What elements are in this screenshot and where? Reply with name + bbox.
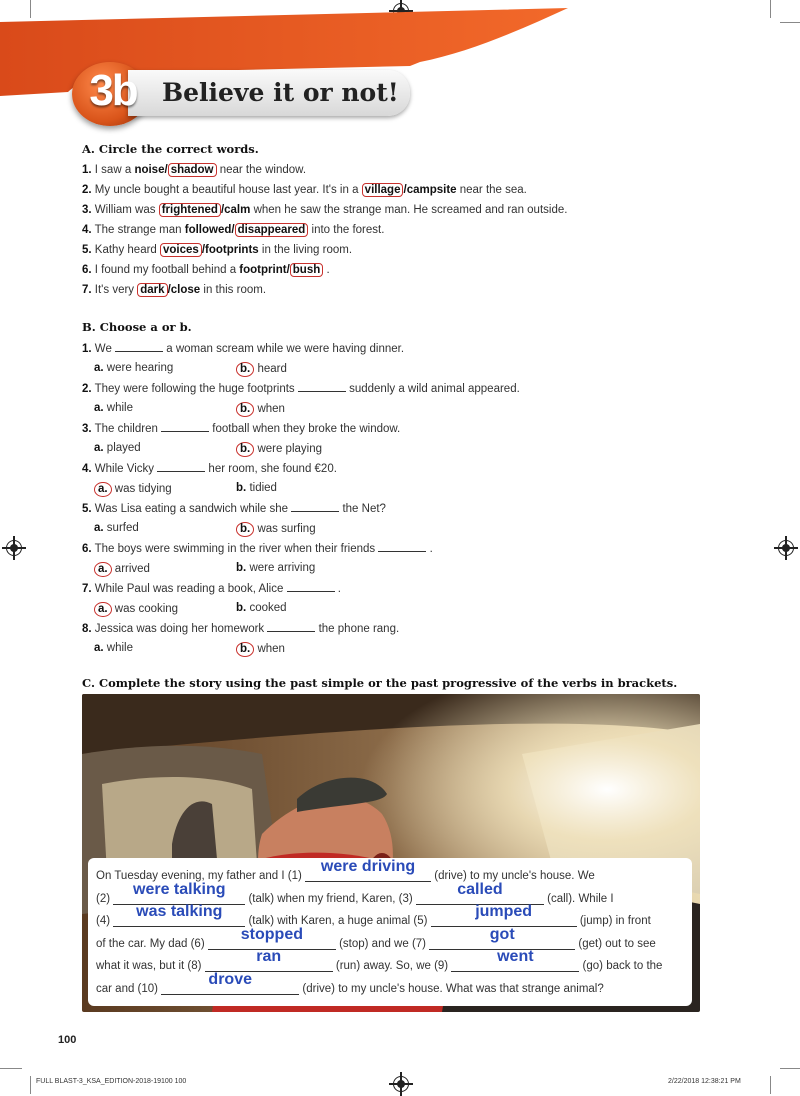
option-separator: /	[167, 284, 171, 296]
handwritten-answer: were talking	[133, 880, 226, 898]
item-text-after: in this room.	[203, 284, 267, 296]
option-separator: /	[220, 204, 225, 216]
item-text-after: in the living room.	[261, 244, 353, 256]
crop-mark	[0, 1068, 22, 1069]
item-text-after: a woman scream while we were having dinner.	[166, 343, 405, 355]
item-number: 2.	[82, 383, 92, 395]
option-one[interactable]: voices	[160, 243, 202, 257]
item-number: 3.	[82, 423, 92, 435]
item-text-before: My uncle bought a beautiful house last year. It's in a	[94, 184, 359, 196]
answer-blank	[115, 342, 163, 352]
registration-mark-icon	[393, 1076, 409, 1092]
option-text: were hearing	[106, 362, 174, 374]
footer-timestamp: 2/22/2018 12:38:21 PM	[668, 1078, 741, 1085]
choose-item	[82, 582, 341, 595]
option-text: surfed	[106, 522, 139, 534]
option-letter: b.	[236, 522, 254, 537]
option-letter: b.	[236, 482, 247, 494]
option-b[interactable]	[236, 522, 316, 537]
item-text-before: I saw a	[94, 164, 132, 176]
item-text-after: the Net?	[342, 503, 386, 515]
choose-item	[82, 462, 337, 475]
story-text: (run) away. So, we (9)	[335, 960, 449, 972]
answer-field[interactable]	[451, 948, 579, 972]
item-text-before: It's very	[94, 284, 135, 296]
item-number: 6.	[82, 543, 92, 555]
option-letter: a.	[94, 482, 112, 497]
option-letter: a.	[94, 562, 112, 577]
answer-blank	[298, 382, 346, 392]
item-number: 2.	[82, 184, 92, 196]
answer-blank	[161, 422, 209, 432]
item-text-before: The boys were swimming in the river when their friends	[94, 543, 376, 555]
page-number: 100	[58, 1034, 77, 1046]
answer-blank	[291, 502, 339, 512]
story-text: of the car. My dad (6)	[96, 937, 205, 950]
option-separator: /	[164, 164, 168, 176]
option-one[interactable]: noise	[134, 164, 165, 176]
item-text-before: Jessica was doing her homework	[94, 623, 265, 635]
item-text-before: I found my football behind a	[94, 264, 237, 276]
crop-mark	[30, 1076, 31, 1094]
option-letter: b.	[236, 602, 247, 614]
section-a-heading: A. Circle the correct words.	[82, 142, 259, 156]
option-a[interactable]	[94, 522, 139, 534]
item-number: 5.	[82, 244, 92, 256]
option-letter: b.	[236, 562, 247, 574]
option-text: when	[257, 643, 285, 655]
option-text: was surfing	[257, 523, 316, 535]
circle-item	[82, 264, 330, 276]
crop-mark	[780, 1068, 800, 1069]
handwritten-answer: stopped	[240, 925, 303, 943]
handwritten-answer: drove	[208, 970, 252, 988]
item-text-before: They were following the huge footprints	[94, 383, 295, 395]
item-number: 6.	[82, 264, 92, 276]
story-text: (stop) and we (7)	[339, 937, 427, 950]
option-text: heard	[257, 363, 287, 375]
handwritten-answer: jumped	[475, 903, 533, 920]
circle-item	[82, 224, 384, 236]
option-text: when	[257, 403, 285, 415]
choose-item	[82, 622, 399, 635]
crop-mark	[770, 1076, 771, 1094]
option-letter: b.	[236, 642, 254, 657]
story-text: what it was, but it (8)	[96, 960, 202, 972]
answer-field[interactable]	[161, 970, 299, 995]
option-a[interactable]	[94, 602, 178, 617]
option-two[interactable]: shadow	[168, 163, 217, 177]
option-b[interactable]	[236, 602, 287, 614]
registration-mark-icon	[6, 540, 22, 556]
story-text: (jump) in front	[579, 915, 651, 927]
item-text-after: .	[429, 543, 433, 555]
answer-blank	[287, 582, 335, 592]
item-text-before: While Vicky	[94, 463, 155, 475]
option-text: while	[106, 402, 134, 414]
story-text: (4)	[96, 915, 111, 927]
option-letter: a.	[94, 442, 104, 454]
item-text-after: her room, she found €20.	[208, 463, 337, 475]
item-number: 1.	[82, 164, 92, 176]
item-number: 4.	[82, 224, 92, 236]
option-letter: a.	[94, 522, 104, 534]
answer-blank	[378, 542, 426, 552]
option-a[interactable]	[94, 642, 133, 654]
item-text-before: While Paul was reading a book, Alice	[94, 583, 284, 595]
option-separator: /	[403, 184, 407, 196]
item-text-after: .	[337, 583, 341, 595]
choose-item	[82, 502, 386, 515]
story-line	[96, 970, 604, 995]
story-text: (drive) to my uncle's house. We	[434, 870, 595, 882]
option-a[interactable]	[94, 442, 141, 454]
registration-mark-icon	[778, 540, 794, 556]
item-number: 8.	[82, 623, 92, 635]
option-letter: a.	[94, 362, 104, 374]
option-two[interactable]: campsite	[406, 184, 457, 196]
choose-item	[82, 542, 433, 555]
answer-blank	[267, 622, 315, 632]
option-letter: a.	[94, 602, 112, 617]
story-text: (2)	[96, 892, 111, 905]
option-letter: b.	[236, 362, 254, 377]
item-text-before: The strange man	[94, 224, 182, 236]
option-a[interactable]	[94, 482, 172, 497]
option-one[interactable]: village	[362, 183, 404, 197]
handwritten-answer: called	[457, 880, 503, 898]
circle-item	[82, 244, 352, 256]
circle-item	[82, 284, 266, 296]
circle-item	[82, 164, 306, 176]
item-number: 4.	[82, 463, 92, 475]
option-text: played	[106, 442, 141, 454]
handwritten-answer: ran	[256, 948, 282, 965]
option-letter: b.	[236, 442, 254, 457]
answer-field[interactable]	[305, 858, 431, 882]
circle-item	[82, 204, 567, 216]
story-text: car and (10)	[96, 982, 159, 995]
option-text: was tidying	[114, 483, 172, 495]
story-text: On Tuesday evening, my father and I (1)	[96, 870, 302, 882]
item-text-after: into the forest.	[311, 224, 385, 236]
item-text-before: The children	[94, 423, 158, 435]
option-a[interactable]	[94, 562, 150, 577]
choose-item	[82, 342, 404, 355]
item-text-before: We	[94, 343, 112, 355]
option-two[interactable]: disappeared	[235, 223, 309, 237]
story-text: (get) out to see	[578, 937, 656, 950]
option-b[interactable]	[236, 362, 287, 377]
option-two[interactable]: calm	[224, 204, 251, 216]
handwritten-answer: got	[489, 925, 515, 943]
item-number: 7.	[82, 583, 92, 595]
option-b[interactable]	[236, 442, 322, 457]
choose-item	[82, 422, 400, 435]
section-b-heading: B. Choose a or b.	[82, 320, 192, 334]
story-text: (talk) when my friend, Karen, (3)	[248, 892, 413, 905]
option-letter: a.	[94, 402, 104, 414]
item-text-after: near the sea.	[459, 184, 527, 196]
option-b[interactable]	[236, 482, 277, 494]
option-two[interactable]: close	[170, 284, 201, 296]
item-text-after: suddenly a wild animal appeared.	[349, 383, 520, 395]
option-text: was cooking	[114, 603, 179, 615]
option-two[interactable]: footprints	[205, 244, 259, 256]
handwritten-answer: were driving	[320, 858, 416, 875]
footer-file-info: FULL BLAST-3_KSA_EDITION-2018-19100 100	[36, 1078, 187, 1085]
option-one[interactable]: footprint	[239, 264, 287, 276]
item-text-after: near the window.	[219, 164, 307, 176]
option-b[interactable]	[236, 402, 285, 417]
choose-item	[82, 382, 520, 395]
unit-number: 3b	[89, 66, 137, 115]
option-text: were playing	[257, 443, 323, 455]
item-text-after: football when they broke the window.	[212, 423, 401, 435]
story-text: (call). While I	[547, 892, 614, 905]
story-text: (talk) with Karen, a huge animal (5)	[248, 915, 428, 927]
option-separator: /	[286, 264, 290, 276]
item-text-after: .	[326, 264, 330, 276]
option-b[interactable]	[236, 562, 315, 574]
circle-item	[82, 184, 527, 196]
handwritten-answer: was talking	[136, 903, 223, 920]
page-title: Believe it or not!	[162, 78, 399, 107]
section-c-heading: C. Complete the story using the past simple or the past progressive of the verbs in brackets.	[82, 676, 678, 690]
answer-blank	[157, 462, 205, 472]
option-one[interactable]: frightened	[159, 203, 221, 217]
option-one[interactable]: followed	[184, 224, 232, 236]
option-letter: a.	[94, 642, 104, 654]
option-two[interactable]: bush	[290, 263, 323, 277]
option-a[interactable]	[94, 362, 173, 374]
option-a[interactable]	[94, 402, 133, 414]
option-text: tidied	[249, 482, 277, 494]
option-text: arrived	[114, 563, 150, 575]
item-text-before: William was	[94, 204, 156, 216]
option-text: while	[106, 642, 134, 654]
story-text: (go) back to the	[582, 960, 663, 972]
option-separator: /	[201, 244, 206, 256]
item-text-after: the phone rang.	[318, 623, 400, 635]
option-letter: b.	[236, 402, 254, 417]
item-number: 3.	[82, 204, 92, 216]
option-b[interactable]	[236, 642, 285, 657]
item-text-before: Was Lisa eating a sandwich while she	[94, 503, 289, 515]
option-text: were arriving	[249, 562, 316, 574]
option-one[interactable]: dark	[137, 283, 167, 297]
item-text-after: when he saw the strange man. He screamed and ran outside.	[253, 204, 568, 216]
story-text: (drive) to my uncle's house. What was that strange animal?	[302, 982, 604, 995]
option-text: cooked	[249, 602, 287, 614]
item-text-before: Kathy heard	[94, 244, 157, 256]
item-number: 5.	[82, 503, 92, 515]
item-number: 1.	[82, 343, 92, 355]
handwritten-answer: went	[497, 948, 534, 965]
option-separator: /	[231, 224, 235, 236]
item-number: 7.	[82, 284, 92, 296]
